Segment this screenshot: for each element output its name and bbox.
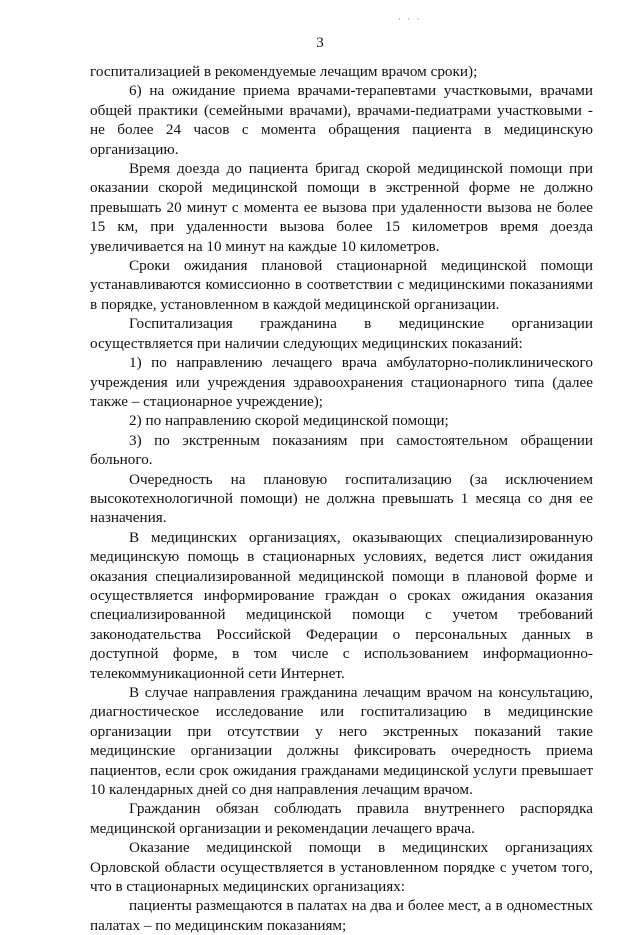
paragraph: Госпитализация гражданина в медицинские организации осуществляется при наличии следующих медицинских показаний: bbox=[90, 315, 593, 352]
paragraph: госпитализацией в рекомендуемые лечащим врачом сроки); bbox=[90, 63, 478, 80]
paragraph: Время доезда до пациента бригад скорой медицинской помощи при оказании скорой медицинской помощи в экстренной форме не должно превышать 20 минут с момента ее вызова при удаленности вызова не более 15 км, при удаленности вызова более 15 километров время доезда увеличивается на 10 минут на каждые 10 километров. bbox=[90, 160, 593, 255]
paragraph: В случае направления гражданина лечащим врачом на консультацию, диагностическое исследование или госпитализацию в медицинские организации при отсутствии у него экстренных показаний такие медицинские организации должны фиксировать очередность приема пациентов, если срок ожидания гражданами медицинской услуги превышает 10 календарных дней со дня направления лечащим врачом. bbox=[90, 684, 593, 799]
body-text bbox=[90, 62, 593, 935]
page-number: 3 bbox=[316, 35, 324, 51]
paragraph: 2) по направлению скорой медицинской помощи; bbox=[129, 412, 449, 430]
paragraph: 3) по экстренным показаниям при самостоятельном обращении больного. bbox=[90, 431, 593, 469]
paragraph: Оказание медицинской помощи в медицинских организациях Орловской области осуществляется в установленном порядке с учетом того, что в стационарных медицинских организациях: bbox=[90, 839, 593, 896]
paragraph: Сроки ожидания плановой стационарной медицинской помощи устанавливаются комиссионно в соответствии с медицинскими показаниями в порядке, установленном в каждой медицинской организации. bbox=[90, 257, 593, 313]
paragraph: Очередность на плановую госпитализацию (за исключением высокотехнологичной помощи) не должна превышать 1 месяца со дня ее назначения. bbox=[90, 470, 593, 527]
paragraph: 6) на ожидание приема врачами-терапевтами участковыми, врачами общей практики (семейными врачами), врачами-педиатрами участковыми - не более 24 часов с момента обращения пациента в медицинскую организацию. bbox=[90, 82, 593, 158]
paragraph: пациенты размещаются в палатах на два и более мест, а в одноместных палатах – по медицинским показаниям; bbox=[90, 897, 593, 934]
paragraph: Гражданин обязан соблюдать правила внутреннего распорядка медицинской организации и рекомендации лечащего врача. bbox=[90, 800, 593, 837]
scan-artifact: · · · bbox=[398, 14, 422, 24]
paragraph: В медицинских организациях, оказывающих специализированную медицинскую помощь в стационарных условиях, ведется лист ожидания оказания специализированной медицинской помощи в плановой форме и осуществляется информирование граждан о сроках ожидания оказания специализированной медицинской помощи с учетом требований законодательства Российской Федерации о персональных данных в доступной форме, в том числе с использованием информационно-телекоммуникационной сети Интернет. bbox=[90, 528, 593, 682]
paragraph: 1) по направлению лечащего врача амбулаторно-поликлинического учреждения или учреждения здравоохранения стационарного типа (далее также – стационарное учреждение); bbox=[90, 354, 593, 410]
